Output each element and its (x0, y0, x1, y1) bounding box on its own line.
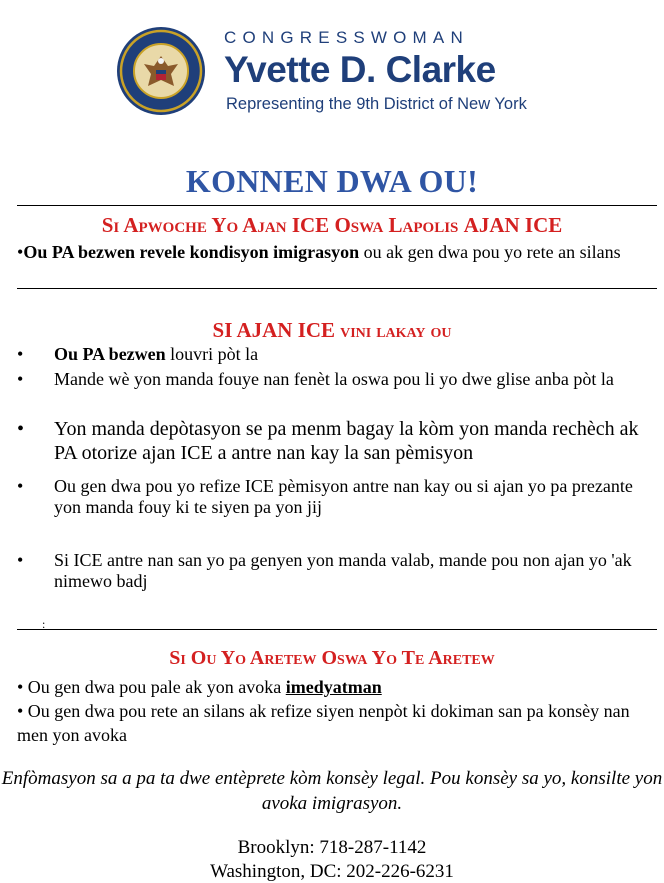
section-heading-home: SI AJAN ICE vini lakay ou (212, 318, 452, 342)
section-divider (17, 288, 657, 289)
legal-disclaimer: Enfòmasyon sa a pa ta dwe entèprete kòm konsèy legal. Pou konsèy sa yo, konsilte yon avoka imigrasyon. (1, 768, 663, 814)
brooklyn-phone: Brooklyn: 718-287-1142 (237, 837, 427, 858)
section-arrest-item-2: • Ou gen dwa pou rete an silans ak refize siyen nenpòt ki dokiman san pa konsèy nan men yon avoka (17, 701, 630, 745)
office-title: CONGRESSWOMAN (224, 28, 469, 47)
section-divider (17, 205, 657, 206)
washington-phone: Washington, DC: 202-226-6231 (210, 861, 454, 882)
section-heading-arrest: Si Ou Yo Aretew Oswa Yo Te Aretew (169, 647, 495, 669)
district-label: Representing the 9th District of New York (226, 95, 527, 113)
page-title: KONNEN DWA OU! (185, 163, 479, 199)
separator-mark: : (42, 617, 46, 631)
representative-name: Yvette D. Clarke (224, 49, 496, 90)
section-divider (17, 629, 657, 630)
section-arrest-item-1: • Ou gen dwa pou pale ak yon avoka imedyatman (17, 677, 382, 697)
section-approach-text: •Ou PA bezwen revele kondisyon imigrasyon ou ak gen dwa pou yo rete an silans (17, 242, 621, 262)
congressional-seal (116, 26, 206, 116)
section-heading-approach: Si Apwoche Yo Ajan ICE Oswa Lapolis AJAN ICE (101, 213, 563, 237)
